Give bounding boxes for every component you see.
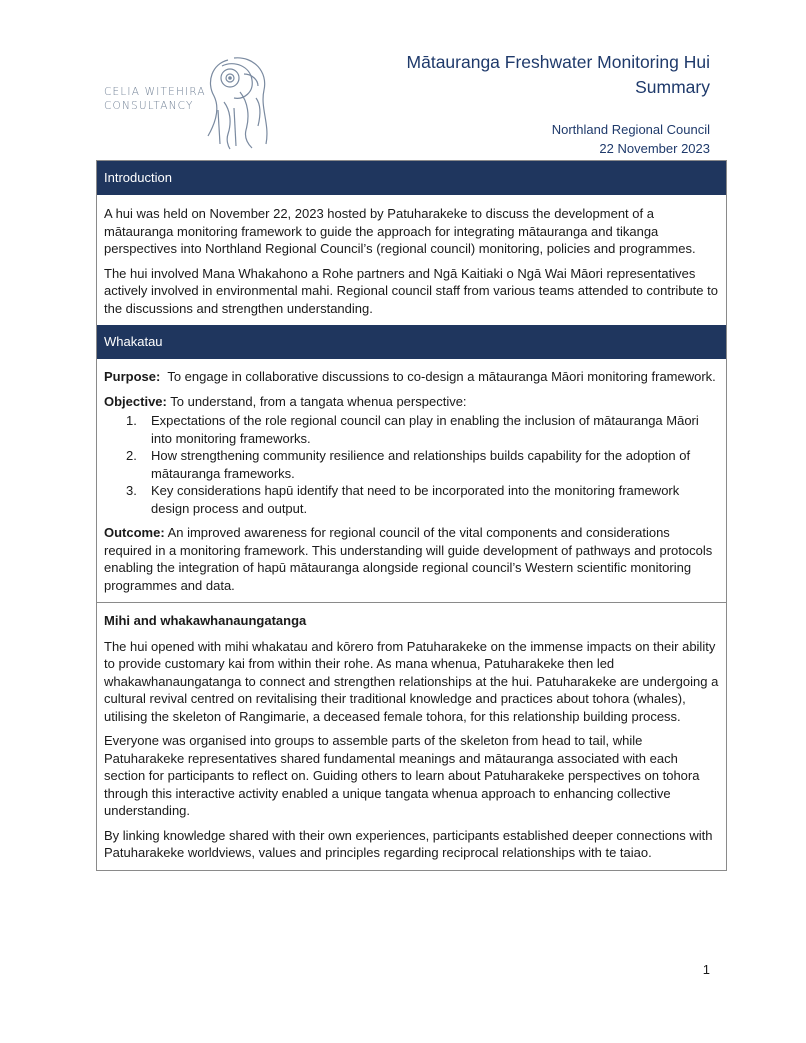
page-number: 1	[702, 962, 710, 977]
koru-figure-icon	[200, 52, 275, 150]
mihi-heading: Mihi and whakawhanaungatanga	[104, 613, 307, 628]
objective-text: To understand, from a tangata whenua perspective:	[170, 393, 467, 409]
logo-line-2: CONSULTANCY	[104, 100, 194, 112]
document-title: Mātauranga Freshwater Monitoring Hui Summary	[406, 52, 710, 97]
introduction-heading: Introduction	[97, 161, 726, 195]
summary-table	[96, 160, 727, 871]
consultancy-logo	[100, 52, 280, 152]
logo-line-1: CELIA WITEHIRA	[104, 86, 206, 98]
logo-wordmark	[104, 85, 206, 113]
outcome-paragraph	[104, 524, 719, 594]
whakatau-section	[97, 359, 726, 602]
organisation-name: Northland Regional Council	[551, 122, 710, 137]
document-date: 22 November 2023	[599, 141, 710, 156]
document-header	[407, 50, 710, 158]
outcome-text: An improved awareness for regional council of the vital components and considerations required in a monitoring framework. This understanding will guide development of pathways and protocols enabling the integration of hapū mātauranga alongside regional council’s Western scientific monitoring programmes and data.	[104, 525, 713, 593]
list-item: 3. Key considerations hapū identify that need to be incorporated into the monitoring framework design process and output.	[126, 483, 680, 516]
introduction-section	[97, 195, 726, 325]
list-item: 2. How strengthening community resilience and relationships builds capability for the adoption of mātauranga frameworks.	[126, 448, 691, 481]
purpose-paragraph	[104, 368, 719, 386]
objective-label: Objective:	[104, 393, 167, 409]
purpose-label: Purpose:	[104, 369, 161, 384]
mihi-paragraph-3: By linking knowledge shared with their own experiences, participants established deeper connections with Patuharakeke worldviews, values and principles regarding reciprocal relationships with te taiao.	[104, 827, 713, 860]
introduction-paragraph-1: A hui was held on November 22, 2023 hosted by Patuharakeke to discuss the development of a mātauranga monitoring framework to guide the approach for integrating mātauranga and tikanga perspectives into Northland Regional Council’s (regional council) monitoring, policies and programmes.	[104, 206, 696, 256]
mihi-paragraph-2: Everyone was organised into groups to assemble parts of the skeleton from head to tail, while Patuharakeke representatives shared fundamental meanings and mātauranga associated with each section for participants to reflect on. Guiding others to learn about Patuharakeke perspectives on tohora through this interactive activity enabled a unique tangata whenua approach to enhancing collective understanding.	[104, 733, 700, 818]
introduction-paragraph-2: The hui involved Mana Whakahono a Rohe partners and Ngā Kaitiaki o Ngā Wai Māori representatives actively involved in environmental mahi. Regional council staff from various teams attended to contribute to the discussions and strengthen understanding.	[104, 265, 718, 316]
objectives-list	[104, 412, 719, 517]
list-item: 1. Expectations of the role regional council can play in enabling the inclusion of mātauranga Māori into monitoring frameworks.	[126, 413, 699, 446]
mihi-section	[97, 603, 726, 870]
outcome-label: Outcome:	[104, 525, 165, 540]
whakatau-heading: Whakatau	[97, 325, 726, 359]
mihi-paragraph-1: The hui opened with mihi whakatau and kōrero from Patuharakeke on the immense impacts on their ability to provide customary kai from within their rohe. As mana whenua, Patuharakeke then led whakawhanaungatanga to connect and strengthen relationships at the hui. Patuharakeke are undergoing a cultural revival centred on revitalising their traditional knowledge and practices about tohora (whales), utilising the skeleton of Rangimarie, a deceased female tohora, for this relationship building process.	[104, 638, 719, 724]
purpose-text: To engage in collaborative discussions to co-design a mātauranga Māori monitoring framework.	[167, 369, 716, 384]
objective-paragraph	[104, 393, 719, 411]
